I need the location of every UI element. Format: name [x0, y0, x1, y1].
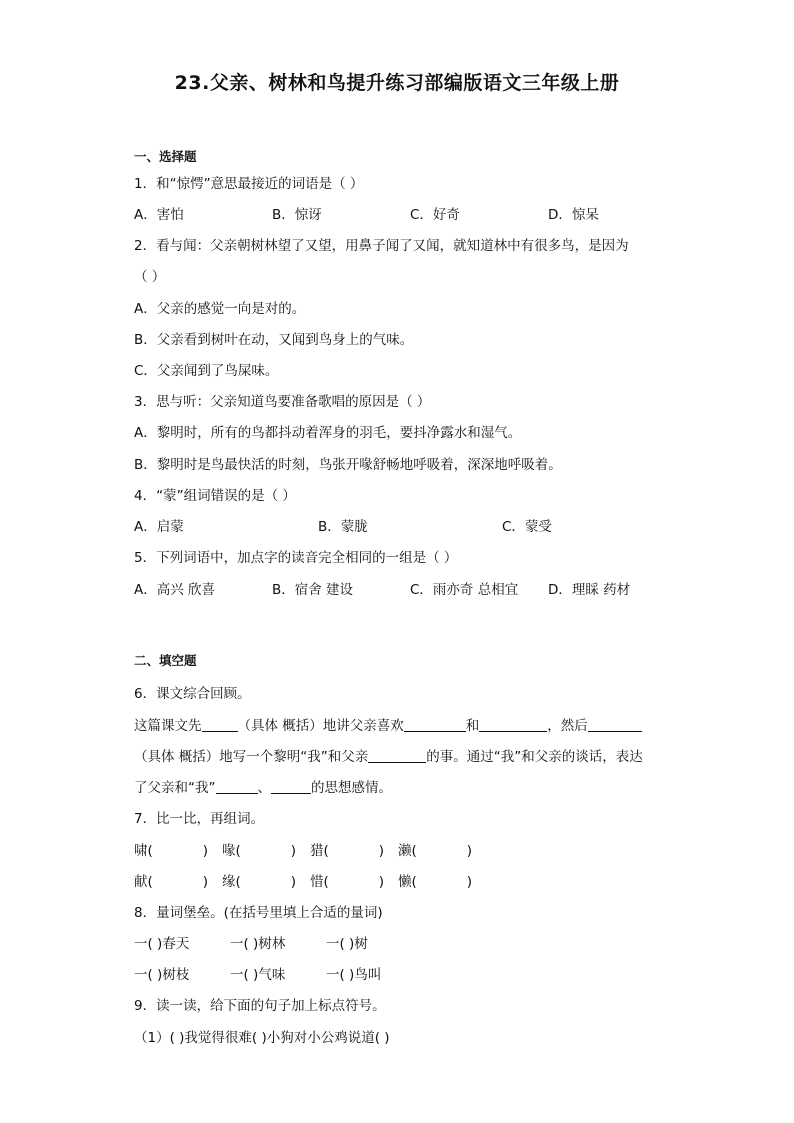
option-d: D．惊呆 [548, 207, 599, 223]
text-segment: 了父亲和“我” [134, 780, 216, 796]
text-segment: 的事。通过“我”和父亲的谈话，表达 [426, 749, 643, 765]
question-2-stem: 2．看与闻：父亲朝树林望了又望，用鼻子闻了又闻，就知道林中有很多鸟，是因为 [134, 238, 629, 254]
text-segment: （具体 概括）地讲父亲喜欢 [237, 718, 404, 734]
question-3-option-b: B．黎明时是鸟最快活的时刻，鸟张开喙舒畅地呼吸着，深深地呼吸着。 [134, 457, 562, 473]
text-segment: 和 [465, 718, 480, 734]
char-cell: 惜( ) [310, 874, 385, 890]
answer-blank[interactable] [588, 717, 642, 732]
question-3-stem: 3．思与听：父亲知道鸟要准备歌唱的原因是（ ） [134, 394, 431, 410]
option-c: C．好奇 [410, 207, 460, 223]
question-6-line-3 [134, 776, 392, 796]
measure-word-item: 一( )鸟叫 [326, 967, 382, 983]
text-segment: ，然后 [547, 718, 588, 734]
text-segment: （具体 概括）地写一个黎明“我”和父亲 [134, 749, 369, 765]
char-cell: 喙( ) [222, 843, 297, 859]
answer-blank[interactable] [271, 779, 311, 794]
text-segment: 这篇课文先 [134, 718, 202, 734]
option-b: B．蒙胧 [318, 519, 368, 535]
question-2-option-b: B．父亲看到树叶在动，又闻到鸟身上的气味。 [134, 332, 414, 348]
section-heading-choice: 一、选择题 [134, 149, 197, 164]
option-a: A．害怕 [134, 207, 184, 223]
option-d: D．理睬 药材 [548, 582, 631, 598]
page-title: 23.父亲、树林和鸟提升练习部编版语文三年级上册 [174, 72, 620, 94]
char-cell: 懒( ) [398, 874, 473, 890]
option-b: B．宿舍 建设 [272, 582, 354, 598]
option-b: B．惊讶 [272, 207, 322, 223]
question-6-stem: 6．课文综合回顾。 [134, 686, 251, 702]
char-cell: 献( ) [134, 874, 209, 890]
answer-blank[interactable] [216, 779, 258, 794]
option-a: A．启蒙 [134, 519, 184, 535]
question-2-option-c: C．父亲闻到了鸟屎味。 [134, 363, 279, 379]
question-5-stem: 5．下列词语中，加点字的读音完全相同的一组是（ ） [134, 550, 458, 566]
measure-word-item: 一( )春天 [134, 936, 190, 952]
question-6-line-1 [134, 714, 642, 734]
question-2-paren: （ ） [134, 269, 166, 285]
question-4-stem: 4．“蒙”组词错误的是（ ） [134, 488, 296, 504]
measure-word-item: 一( )树枝 [134, 967, 190, 983]
option-c: C．蒙受 [502, 519, 552, 535]
answer-blank[interactable] [479, 717, 547, 732]
question-6-line-2 [134, 745, 643, 765]
char-cell: 啸( ) [134, 843, 209, 859]
text-segment: 的思想感情。 [311, 780, 392, 796]
answer-blank[interactable] [368, 748, 426, 763]
measure-word-item: 一( )树林 [230, 936, 286, 952]
char-cell: 濑( ) [398, 843, 473, 859]
question-7-stem: 7．比一比，再组词。 [134, 811, 265, 827]
option-a: A．高兴 欣喜 [134, 582, 216, 598]
text-segment: 、 [257, 780, 271, 796]
question-9-stem: 9．读一读，给下面的句子加上标点符号。 [134, 998, 386, 1014]
question-8-stem: 8．量词堡垒。(在括号里填上合适的量词) [134, 905, 383, 921]
answer-blank[interactable] [404, 717, 466, 732]
measure-word-item: 一( )树 [326, 936, 368, 952]
char-cell: 猎( ) [310, 843, 385, 859]
answer-blank[interactable] [202, 717, 238, 732]
question-3-option-a: A．黎明时，所有的鸟都抖动着浑身的羽毛，要抖净露水和湿气。 [134, 425, 522, 441]
char-cell: 缘( ) [222, 874, 297, 890]
question-9-sentence-1: （1）( )我觉得很难( )小狗对小公鸡说道( ) [134, 1030, 390, 1046]
question-2-option-a: A．父亲的感觉一向是对的。 [134, 301, 306, 317]
option-c: C．雨亦奇 总相宜 [410, 582, 519, 598]
measure-word-item: 一( )气味 [230, 967, 286, 983]
question-1-stem: 1．和“惊愕”意思最接近的词语是（ ） [134, 176, 364, 192]
section-heading-fill: 二、填空题 [134, 653, 197, 668]
